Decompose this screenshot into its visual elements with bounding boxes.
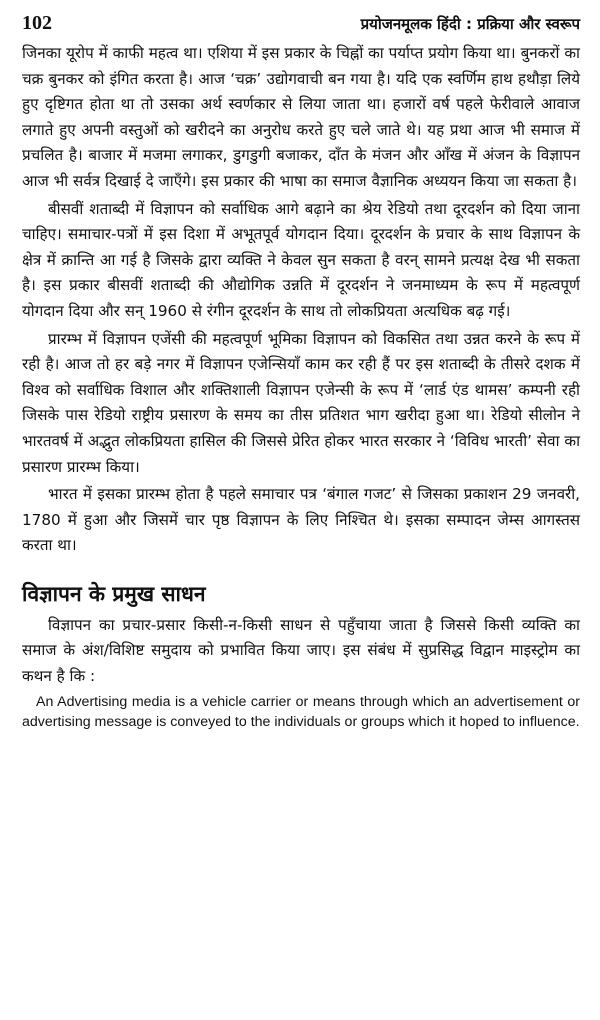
paragraph-3: प्रारम्भ में विज्ञापन एजेंसी की महत्वपूर्ण भूमिका विज्ञापन को विकसित तथा उन्नत करने के रूप में रही है। आज तो हर बड़े नगर में विज्ञापन एजेन्सियाँ काम कर रही हैं पर इस शताब्दी के तीसरे दशक में विश्व को सर्वाधिक विशाल और शक्तिशाली विज्ञापन एजेन्सी के रूप में ‘लार्ड एंड थामस’ कम्पनी रही जिसके पास रेडियो राष्ट्रीय प्रसारण के समय का तीस प्रतिशत भाग खरीदा हुआ था। रेडियो सीलोन ने भारतवर्ष में अद्भुत लोकप्रियता हासिल की जिससे प्रेरित होकर भारत सरकार ने ‘विविध भारती’ सेवा का प्रसारण प्रारम्भ किया। [22,329,580,476]
page-number: 102 [22,12,52,34]
running-header [22,12,580,35]
book-page [22,12,580,732]
book-title: प्रयोजनमूलक हिंदी : प्रक्रिया और स्वरूप [360,15,580,33]
paragraph-4: भारत में इसका प्रारम्भ होता है पहले समाचार पत्र ‘बंगाल गजट’ से जिसका प्रकाशन 29 जनवरी, 1780 में हुआ और जिसमें चार पृष्ठ विज्ञापन के लिए निश्चित थे। इसका सम्पादन जेम्स आगस्तस करता था। [22,485,580,555]
paragraph-1: जिनका यूरोप में काफी महत्व था। एशिया में इस प्रकार के चिह्नों का पर्याप्त प्रयोग किया था। बुनकरों का चक्र बुनकर को इंगित करता है। आज ‘चक्र’ उद्योगवाची बन गया है। यदि एक स्वर्णिम हाथ हथौड़ा लिये हुए दृष्टिगत होता था तो उसका अर्थ स्वर्णकार से लिया जाता था। हजारों वर्ष पहले फेरीवाले आवाज लगाते हुए अपनी वस्तुओं को खरीदने का अनुरोध करते हुए चले जाते थे। यह प्रथा आज भी समाज में प्रचलित है। बाजार में मजमा लगाकर, डुगडुगी बजाकर, दाँत के मंजन और आँख में अंजन के विज्ञापन आज भी सर्वत्र दिखाई दे जाएँगे। इस प्रकार की भाषा का समाज वैज्ञानिक अध्ययन किया जा सकता है। [22,44,580,190]
body-text [22,41,580,732]
paragraph-2: बीसवीं शताब्दी में विज्ञापन को सर्वाधिक आगे बढ़ाने का श्रेय रेडियो तथा दूरदर्शन को दिया जाना चाहिए। समाचार-पत्रों में इस दिशा में अभूतपूर्व योगदान दिया। दूरदर्शन के प्रचार के साथ विज्ञापन के क्षेत्र में क्रान्ति आ गई है जिसके द्वारा व्यक्ति ने केवल सुन सकता है वरन् सामने प्रत्यक्ष देख भी सकता है। इस प्रकार बीसवीं शताब्दी की औद्योगिक उन्नति में दूरदर्शन ने जनमाध्यम के रूप में महत्वपूर्ण योगदान दिया और सन् 1960 से रंगीन दूरदर्शन के साथ तो लोकप्रियता अत्यधिक बढ़ गई। [22,199,580,320]
section-heading: विज्ञापन के प्रमुख साधन [22,581,206,606]
english-quote: An Advertising media is a vehicle carrier or means through which an advertisement or advertising message is conveyed to the individuals or groups which it hoped to influence. [22,693,580,730]
section-paragraph: विज्ञापन का प्रचार-प्रसार किसी-न-किसी साधन से पहुँचाया जाता है जिससे किसी व्यक्ति का समाज के अंश/विशिष्ट समुदाय को प्रभावित किया जाए। इस संबंध में सुप्रसिद्ध विद्वान माइस्ट्रोम का कथन है कि : [22,615,580,686]
